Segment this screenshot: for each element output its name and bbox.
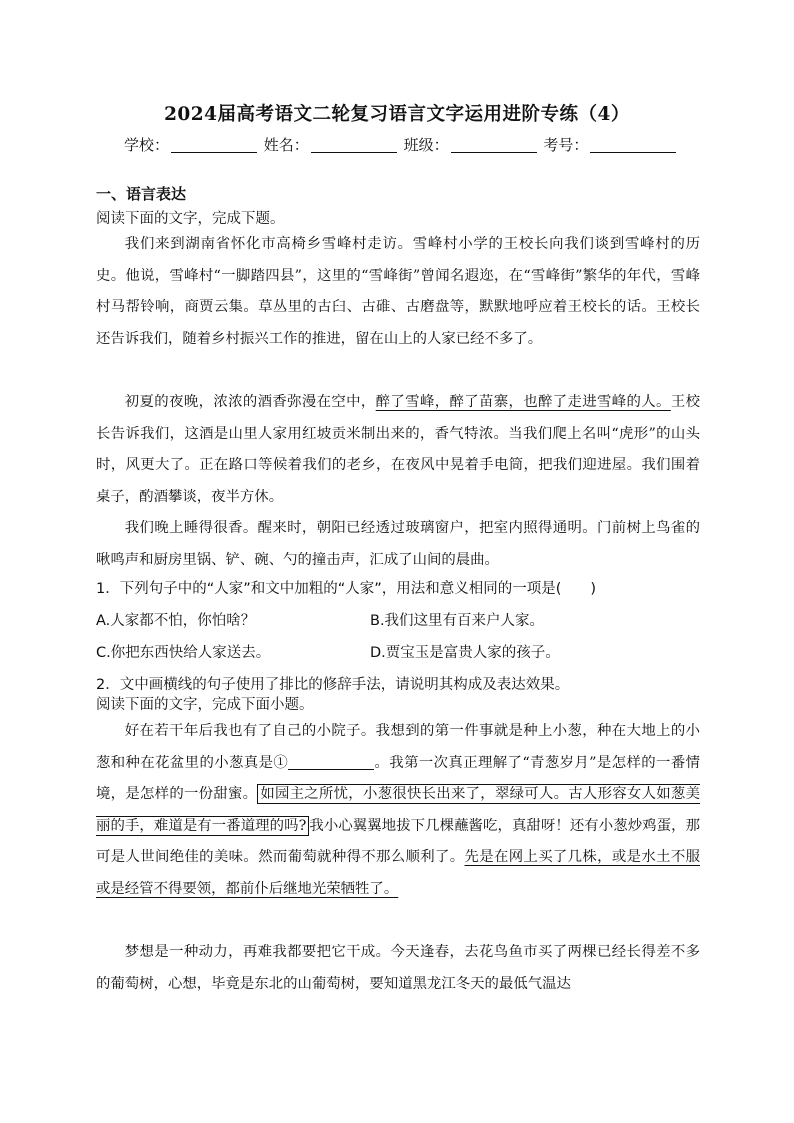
instruction-2: 阅读下面的文字，完成下面小题。: [96, 697, 314, 713]
p4-text-before: 好在若干年后我也有了自己的小院子。我想到的第一件事就是种上小葱，种在大地上的小葱和种在花盆里的小葱真是: [96, 723, 700, 771]
name-field[interactable]: [311, 138, 397, 153]
option-b[interactable]: B.我们这里有百来户人家。: [370, 613, 545, 629]
class-label: 班级：: [403, 136, 449, 154]
boxed-sentence: 如园主之所忧，小葱很快长出来了，翠绿可人。古人形容女人如葱美丽的手，难道是有一番道理的吗?: [96, 786, 700, 834]
underlined-sentence-2: 先是在网上买了几株，或是水土不服或是经管不得要领，都前仆后继地光荣牺牲了。: [96, 849, 700, 897]
option-c[interactable]: C.你把东西快给人家送去。: [96, 645, 271, 661]
school-label: 学校：: [124, 136, 170, 154]
class-field[interactable]: [451, 138, 537, 153]
option-d[interactable]: D.贾宝玉是富贵人家的孩子。: [370, 645, 560, 661]
page-title: 2024届高考语文二轮复习语言文字运用进阶专练（4）: [164, 104, 630, 125]
student-info-line: [124, 134, 678, 155]
answer-blank-1[interactable]: [288, 755, 374, 770]
school-field[interactable]: [171, 138, 257, 153]
p4-text-mid2: 我小心翼翼地拔下几棵蘸酱吃，真甜呀！还有小葱炒鸡蛋，那可是人世间绝佳的美味。然而葡萄就种得不那么顺利了。: [96, 817, 700, 865]
p4-text-mid: 。我第一次真正理解了“青葱岁月”是怎样的一番情境，是怎样的一份甜蜜。: [96, 754, 700, 802]
option-a[interactable]: A.人家都不怕，你怕啥？: [96, 613, 256, 629]
blank-marker-1: ①: [273, 754, 289, 771]
question-1: 1．下列句子中的“人家”和文中加粗的“人家”，用法和意义相同的一项是( ): [96, 581, 597, 597]
passage-paragraph-1: 我们来到湖南省怀化市高椅乡雪峰村走访。雪峰村小学的王校长向我们谈到雪峰村的历史。他说，雪峰村“一脚踏四县”，这里的“雪峰街”曾闻名遐迩，在“雪峰街”繁华的年代，雪峰村马帮铃响，商贾云集。草丛里的古臼、古碓、古磨盘等，默默地呼应着王校长的话。王校长还告诉我们，随着乡村振兴工作的推进，留在山上的人家已经不多了。: [96, 236, 700, 347]
number-field[interactable]: [590, 138, 676, 153]
underlined-sentence-1: 醉了雪峰，醉了苗寨，也醉了走进雪峰的人。: [375, 394, 671, 410]
question-2: 2．文中画横线的句子使用了排比的修辞手法，请说明其构成及表达效果。: [96, 677, 570, 693]
section-heading: 一、语言表达: [96, 185, 187, 203]
instruction-1: 阅读下面的文字，完成下题。: [96, 211, 285, 227]
passage-paragraph-2: [96, 387, 700, 513]
passage-paragraph-3: 我们晚上睡得很香。醒来时，朝阳已经透过玻璃窗户，把室内照得通明。门前树上鸟雀的啾鸣声和厨房里锅、铲、碗、勺的撞击声，汇成了山间的晨曲。: [96, 520, 700, 568]
name-label: 姓名：: [263, 136, 309, 154]
number-label: 考号：: [543, 136, 589, 154]
p2-text-after: 王校长告诉我们，这酒是山里人家用红坡贡米制出来的，香气特浓。当我们爬上名叫“虎形”的山头时，风更大了。正在路口等候着我们的老乡，在夜风中晃着手电筒，把我们迎进屋。我们围着桌子，酌酒攀谈，夜半方休。: [96, 394, 700, 505]
p2-text-before: 初夏的夜晚，浓浓的酒香弥漫在空中，: [124, 394, 376, 410]
passage-paragraph-5: 梦想是一种动力，再难我都要把它干成。今天逢春，去花鸟鱼市买了两棵已经长得差不多的葡萄树，心想，毕竟是东北的山葡萄树，要知道黑龙江冬天的最低气温达: [96, 944, 700, 992]
passage-paragraph-4: [96, 716, 700, 905]
